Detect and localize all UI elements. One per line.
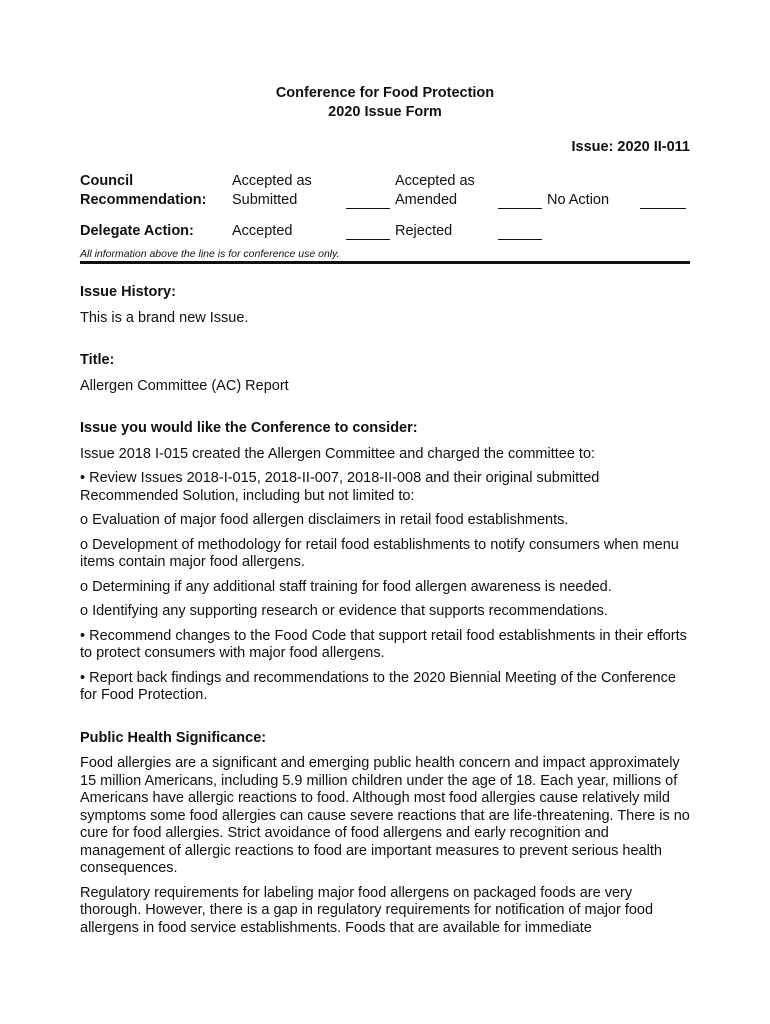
- issue-history-text: This is a brand new Issue.: [80, 309, 249, 326]
- consider-paragraph: • Recommend changes to the Food Code that support retail food establishments in their efforts to protect consumers with major food allergens.: [80, 627, 687, 661]
- delegate-rejected-blank[interactable]: [498, 239, 542, 240]
- public-health-paragraph: Food allergies are a significant and emerging public health concern and impact approximately 15 million Americans, including 5.9 million children under the age of 18. Each year, millions of Americans have allergic reactions to food. Although most food allergies cause relatively mild symptoms some food allergies can cause severe reactions that are life-threatening. There is no cure for food allergies. Strict avoidance of food allergens and early recognition and management of allergic reactions to food are important measures to prevent serious health consequences.: [80, 755, 690, 876]
- consider-paragraph: o Identifying any supporting research or evidence that supports recommendations.: [80, 603, 608, 619]
- delegate-accepted-blank[interactable]: [346, 239, 390, 240]
- accepted-submitted-line2: Submitted: [232, 192, 298, 208]
- issue-consider-heading: Issue you would like the Conference to consider:: [80, 420, 418, 436]
- no-action-label: No Action: [547, 192, 610, 208]
- accepted-amended-line2: Amended: [395, 192, 458, 208]
- form-title: 2020 Issue Form: [328, 104, 442, 120]
- title-text: Allergen Committee (AC) Report: [80, 377, 289, 394]
- issue-number: Issue: 2020 II-011: [571, 139, 690, 155]
- conference-title: Conference for Food Protection: [275, 85, 495, 101]
- issue-history-heading: Issue History:: [80, 284, 176, 300]
- issue-body: [80, 284, 690, 944]
- consider-paragraph: o Determining if any additional staff training for food allergen awareness is needed.: [80, 578, 612, 595]
- consider-paragraph: • Report back findings and recommendations to the 2020 Biennial Meeting of the Conference for Food Protection.: [80, 669, 676, 703]
- accepted-submitted-blank[interactable]: [346, 208, 390, 209]
- consider-paragraph: • Review Issues 2018-I-015, 2018-II-007, 2018-II-008 and their original submitted Recommended Solution, including but not limited to:: [80, 470, 600, 504]
- delegate-accepted-label: Accepted: [232, 223, 293, 239]
- accepted-amended-blank[interactable]: [498, 208, 542, 209]
- public-health-paragraph: Regulatory requirements for labeling major food allergens on packaged foods are very thorough. However, there is a gap in regulatory requirements for notification of major food allergens in food service establishments. Foods that are available for immediate: [80, 884, 654, 936]
- accepted-amended-line1: Accepted as: [395, 173, 475, 189]
- council-label-line1: Council: [80, 173, 134, 189]
- delegate-label: Delegate Action:: [80, 223, 194, 239]
- consider-paragraph: o Development of methodology for retail food establishments to notify consumers when menu items contain major food allergens.: [80, 536, 679, 570]
- title-heading: Title:: [80, 352, 115, 368]
- council-label-line2: Recommendation:: [80, 192, 207, 208]
- delegate-rejected-label: Rejected: [395, 223, 453, 239]
- divider-rule: [80, 261, 690, 264]
- consider-paragraph: Issue 2018 I-015 created the Allergen Committee and charged the committee to:: [80, 445, 596, 462]
- consider-paragraph: o Evaluation of major food allergen disclaimers in retail food establishments.: [80, 512, 569, 528]
- accepted-submitted-line1: Accepted as: [232, 173, 312, 189]
- conference-use-note: All information above the line is for conference use only.: [80, 248, 340, 260]
- public-health-heading: Public Health Significance:: [80, 729, 267, 746]
- no-action-blank[interactable]: [640, 208, 686, 209]
